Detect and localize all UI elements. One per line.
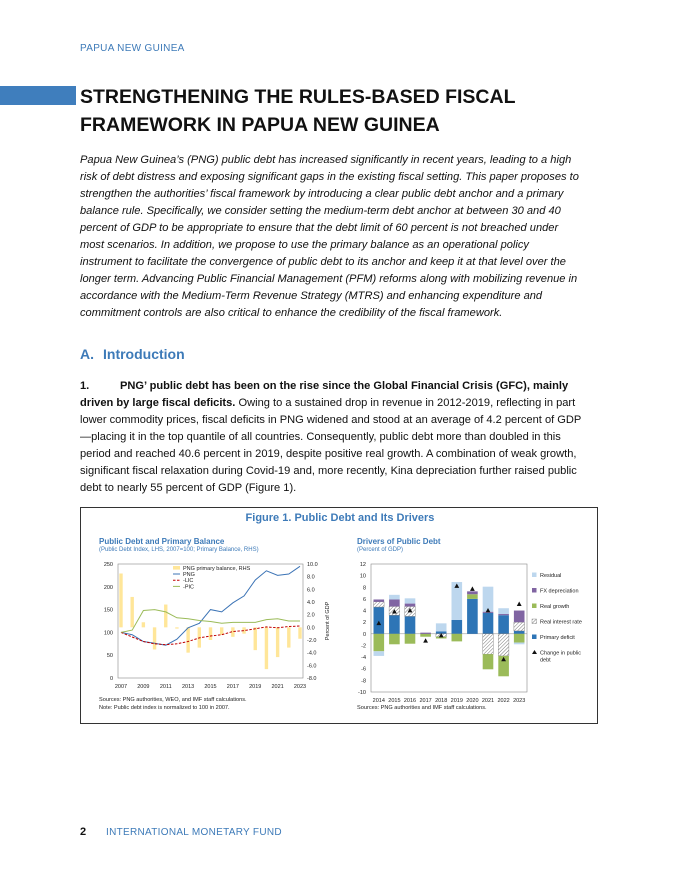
paragraph-lead: PNG’ public debt has been on the rise since the Global Financial Crisis (GFC), mainly driven by large fiscal deficits. (80, 380, 569, 409)
marker-change-in-public-debt (470, 586, 475, 590)
running-header: PAPUA NEW GUINEA (80, 43, 185, 54)
x-tick-label: 2015 (388, 698, 401, 704)
legend-label: PNG primary balance, RHS (183, 565, 251, 572)
x-tick-label: 2017 (226, 684, 239, 690)
x-tick-label: 2022 (497, 698, 510, 704)
primary-balance-bar (164, 605, 167, 628)
y-tick-label: -8 (361, 678, 366, 685)
y-tick-label: -6 (361, 666, 366, 673)
y-left-tick-label: 100 (103, 630, 113, 637)
left-chart (81, 554, 343, 694)
primary-balance-bar (287, 627, 290, 647)
x-tick-label: 2015 (204, 684, 217, 690)
bar-residual (405, 598, 416, 603)
x-tick-label: 2019 (450, 698, 463, 704)
marker-change-in-public-debt (423, 638, 428, 642)
right-chart-sources: Sources: PNG authorities and IMF staff calculations. (357, 705, 487, 711)
bar-primary-deficit (514, 631, 525, 634)
y-right-tick-label: -8.0 (307, 676, 317, 682)
y-right-axis-label: Percent of GDP (325, 601, 331, 641)
y-left-tick-label: 0 (109, 676, 113, 682)
primary-balance-bar (220, 627, 223, 635)
left-chart-sources (99, 696, 247, 712)
y-right-tick-label: -4.0 (307, 650, 317, 657)
y-tick-label: 0 (362, 631, 366, 638)
bar-real-interest-rate (514, 622, 525, 631)
left-chart-title: Public Debt and Primary Balance (99, 537, 225, 546)
primary-balance-bar (119, 574, 122, 628)
x-tick-label: 2018 (435, 698, 448, 704)
bar-residual (389, 595, 400, 600)
bar-fx-depreciation (389, 599, 400, 606)
y-right-tick-label: -6.0 (307, 663, 317, 670)
y-left-tick-label: 50 (106, 653, 113, 660)
right-chart (343, 554, 593, 704)
legend-label: Real growth (540, 604, 570, 610)
bar-primary-deficit (389, 615, 400, 634)
primary-balance-bar (276, 627, 279, 657)
section-letter: A. (80, 346, 94, 362)
primary-balance-bar (298, 627, 301, 638)
y-tick-label: -2 (361, 643, 366, 650)
bar-primary-deficit (451, 620, 462, 634)
bar-real-growth (451, 634, 462, 642)
bar-real-growth (420, 634, 431, 637)
y-left-tick-label: 200 (103, 584, 113, 591)
legend-label: -PIC (183, 584, 194, 591)
bar-real-growth (389, 634, 400, 644)
legend-swatch-primary-balance (173, 566, 180, 570)
y-tick-label: 4 (362, 608, 366, 615)
x-tick-label: 2011 (159, 684, 172, 690)
primary-balance-bar (175, 627, 178, 628)
y-right-tick-label: 10.0 (307, 562, 318, 568)
bar-real-growth (483, 654, 494, 669)
x-tick-label: 2016 (403, 698, 417, 704)
bar-residual (498, 608, 509, 614)
legend-swatch-fx-depreciation (532, 588, 537, 593)
legend-label: Primary deficit (540, 635, 575, 641)
left-source-line: Sources: PNG authorities, WEO, and IMF staff calculations. (99, 697, 247, 703)
paragraph-1 (80, 378, 590, 497)
left-note-line: Note: Public debt index is normalized to 100 in 2007. (99, 705, 230, 711)
legend-label: FX depreciation (540, 588, 579, 595)
legend-label-cont: debt (540, 657, 551, 664)
bar-residual (373, 651, 384, 656)
y-tick-label: 12 (359, 562, 366, 568)
footer-organization: INTERNATIONAL MONETARY FUND (106, 827, 282, 838)
legend-label: PNG (183, 572, 195, 578)
y-tick-label: 8 (362, 585, 366, 592)
x-tick-label: 2009 (137, 684, 150, 690)
bar-primary-deficit (467, 599, 478, 634)
primary-balance-bar (142, 622, 145, 627)
paragraph-body: Owing to a sustained drop in revenue in 2012-2019, reflecting in part lower commodity prices, fiscal deficits in PNG widened and stood at an average of 4.2 percent of GDP —placing it in the top quantile of all countries. Consequently, public debt more than doubled in this period and reached 40.6 percent in 2019, despite positive real growth. A combination of weak growth, significant fiscal relaxation during Covid-19 and, more recently, Kina depreciation further raised public debt to nearly 55 percent of GDP (Figure 1). (80, 397, 582, 494)
bar-real-growth (405, 634, 416, 644)
x-tick-label: 2014 (372, 698, 385, 704)
bar-fx-depreciation (405, 604, 416, 607)
y-right-tick-label: 2.0 (307, 612, 315, 619)
y-right-tick-label: 0.0 (307, 625, 315, 632)
left-chart-subtitle: (Public Debt Index, LHS, 2007=100; Primary Balance, RHS) (99, 547, 259, 553)
primary-balance-bar (130, 597, 133, 627)
bar-fx-depreciation (420, 633, 431, 634)
bar-fx-depreciation (467, 591, 478, 594)
x-tick-label: 2023 (293, 684, 307, 690)
legend-swatch-residual (532, 573, 537, 578)
x-tick-label: 2019 (249, 684, 262, 690)
bar-residual (436, 623, 447, 631)
y-tick-label: 2 (362, 620, 366, 627)
x-tick-label: 2023 (513, 698, 526, 704)
page-number: 2 (80, 826, 87, 838)
y-left-tick-label: 150 (103, 607, 113, 614)
bar-fx-depreciation (514, 611, 525, 623)
bar-primary-deficit (483, 613, 494, 634)
bar-real-interest-rate (498, 634, 509, 656)
x-tick-label: 2007 (114, 684, 128, 690)
y-tick-label: 10 (359, 573, 366, 580)
marker-change-in-public-debt (517, 602, 522, 606)
y-tick-label: -10 (358, 690, 366, 696)
y-tick-label: 6 (362, 596, 366, 603)
primary-balance-bar (186, 627, 189, 652)
y-tick-label: -4 (361, 655, 366, 662)
paper-title: STRENGTHENING THE RULES-BASED FISCAL FRAMEWORK IN PAPUA NEW GUINEA (80, 86, 516, 136)
primary-balance-bar (153, 627, 156, 649)
bar-real-interest-rate (373, 602, 384, 607)
legend-swatch-change (532, 650, 537, 654)
bar-fx-depreciation (373, 599, 384, 601)
figure-title: Figure 1. Public Debt and Its Drivers (245, 512, 435, 524)
legend-swatch-real-growth (532, 604, 537, 609)
primary-balance-bar (209, 627, 212, 640)
y-right-tick-label: 6.0 (307, 587, 315, 594)
legend-swatch-real-interest-rate (532, 619, 537, 624)
legend-swatch-primary-deficit (532, 635, 537, 640)
y-left-tick-label: 250 (103, 562, 113, 568)
right-chart-subtitle: (Percent of GDP) (357, 547, 404, 553)
y-right-tick-label: 4.0 (307, 600, 315, 606)
legend-label: Real interest rate (540, 619, 582, 626)
legend-label: Change in public (540, 650, 581, 657)
primary-balance-bar (254, 627, 257, 650)
x-tick-label: 2013 (182, 684, 195, 690)
figure-1 (80, 507, 598, 724)
abstract: Papua New Guinea’s (PNG) public debt has increased significantly in recent years, leading to a high risk of debt distress and exposing significant gaps in the existing fiscal setting. This paper proposes to strengthen the authorities’ fiscal framework by introducing a clear public debt anchor and a primary balance rule. Specifically, we consider setting the medium-term debt anchor at between 30 and 40 percent of GDP to be appropriate to ensure that the debt limit of 60 percent is not breached under most scenarios. In addition, we propose to use the primary balance as an operational policy instrument to facilitate the convergence of public debt to its anchor and keep it at that level over the longer term. Advancing Public Financial Management (PFM) reforms along with mobilizing revenue in accordance with the Medium-Term Revenue Strategy (MTRS) and enhancing expenditure and commitment controls are also critical to enhance the credibility of the fiscal framework. (80, 154, 579, 319)
bar-real-interest-rate (483, 634, 494, 654)
bar-real-growth (373, 634, 384, 651)
bar-primary-deficit (498, 615, 509, 634)
paragraph-number: 1. (80, 380, 90, 392)
title-accent-bar (0, 86, 76, 105)
legend-label: -LIC (183, 578, 194, 585)
bar-real-growth (467, 594, 478, 599)
bar-real-growth (514, 634, 525, 643)
legend-label: Residual (540, 573, 562, 579)
x-tick-label: 2017 (419, 698, 432, 704)
right-chart-title: Drivers of Public Debt (357, 537, 441, 546)
bar-primary-deficit (405, 616, 416, 633)
x-tick-label: 2021 (481, 698, 495, 704)
y-right-tick-label: 8.0 (307, 574, 315, 581)
bar-residual (514, 643, 525, 645)
section-title: Introduction (103, 346, 185, 362)
y-right-tick-label: -2.0 (307, 638, 317, 644)
bar-primary-deficit (373, 607, 384, 634)
primary-balance-bar (265, 627, 268, 669)
section-heading (80, 346, 185, 362)
x-tick-label: 2020 (466, 698, 479, 704)
bar-fx-depreciation (498, 614, 509, 615)
x-tick-label: 2021 (271, 684, 284, 690)
